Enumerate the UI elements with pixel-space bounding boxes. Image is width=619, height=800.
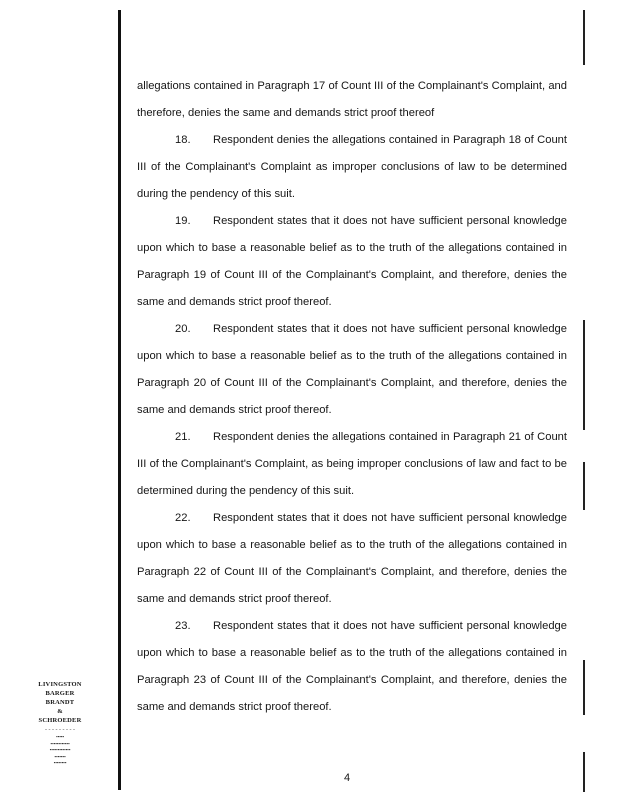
- firm-name-line: BARGER: [45, 690, 75, 697]
- right-margin-rule: [583, 320, 585, 430]
- left-margin-rule: [118, 10, 121, 790]
- paragraph-20: [137, 316, 567, 424]
- paragraph-22: [137, 505, 567, 613]
- paragraph-text: Respondent states that it does not have sufficient personal knowledge upon which to base a reasonable belief as to the truth of the allegations contained in Paragraph 22 of Count III of the Complainant's Complaint, and therefore, denies the same and demands strict proof thereof.: [137, 512, 567, 605]
- paragraph-23: [137, 613, 567, 721]
- paragraph-number: 18.: [175, 134, 191, 146]
- paragraph-text: Respondent states that it does not have sufficient personal knowledge upon which to base a reasonable belief as to the truth of the allegations contained in Paragraph 20 of Count III of the Complainant's Complaint, and therefore, denies the same and demands strict proof thereof.: [137, 323, 567, 416]
- document-body: [137, 73, 567, 721]
- paragraph-number: 21.: [175, 431, 191, 443]
- firm-name-line: SCHROEDER: [38, 717, 82, 724]
- paragraph-number: 23.: [175, 620, 191, 632]
- paragraph-19: [137, 208, 567, 316]
- law-firm-block: [20, 680, 100, 767]
- right-margin-rule: [583, 660, 585, 715]
- paragraph-text: Respondent denies the allegations contained in Paragraph 21 of Count III of the Complainant's Complaint, as being improper conclusions of law and fact to be determined during the pendency of this suit.: [137, 431, 567, 497]
- paragraph-number: 19.: [175, 215, 191, 227]
- paragraph-21: [137, 424, 567, 505]
- firm-name-line: LIVINGSTON: [38, 681, 82, 688]
- right-margin-rule: [583, 10, 585, 65]
- paragraph-number: 22.: [175, 512, 191, 524]
- page-number: 4: [344, 772, 351, 784]
- firm-address-smudge: ▪▪▪▪▪ ▪▪▪▪▪▪▪▪▪▪▪▪ ▪▪▪▪▪▪▪▪▪▪▪▪▪ ▪▪▪▪▪▪▪ ▪▪▪▪▪▪▪▪: [49, 734, 71, 765]
- firm-name-line: &: [57, 708, 63, 715]
- paragraph-text: Respondent states that it does not have sufficient personal knowledge upon which to base a reasonable belief as to the truth of the allegations contained in Paragraph 23 of Count III of the Complainant's Complaint, and therefore, denies the same and demands strict proof thereof.: [137, 620, 567, 713]
- firm-name-line: BRANDT: [45, 699, 75, 706]
- paragraph-text: Respondent states that it does not have sufficient personal knowledge upon which to base a reasonable belief as to the truth of the allegations contained in Paragraph 19 of Count III of the Complainant's Complaint, and therefore, denies the same and demands strict proof thereof.: [137, 215, 567, 308]
- right-margin-rule: [583, 752, 585, 792]
- opening-paragraph: allegations contained in Paragraph 17 of Count III of the Complainant's Complaint, and therefore, denies the same and demands strict proof thereof: [137, 80, 567, 119]
- paragraph-18: [137, 127, 567, 208]
- firm-separator: - - - - - - - - -: [45, 727, 75, 733]
- paragraph-number: 20.: [175, 323, 191, 335]
- paragraph-text: Respondent denies the allegations contained in Paragraph 18 of Count III of the Complainant's Complaint as improper conclusions of law to be determined during the pendency of this suit.: [137, 134, 567, 200]
- right-margin-rule: [583, 462, 585, 510]
